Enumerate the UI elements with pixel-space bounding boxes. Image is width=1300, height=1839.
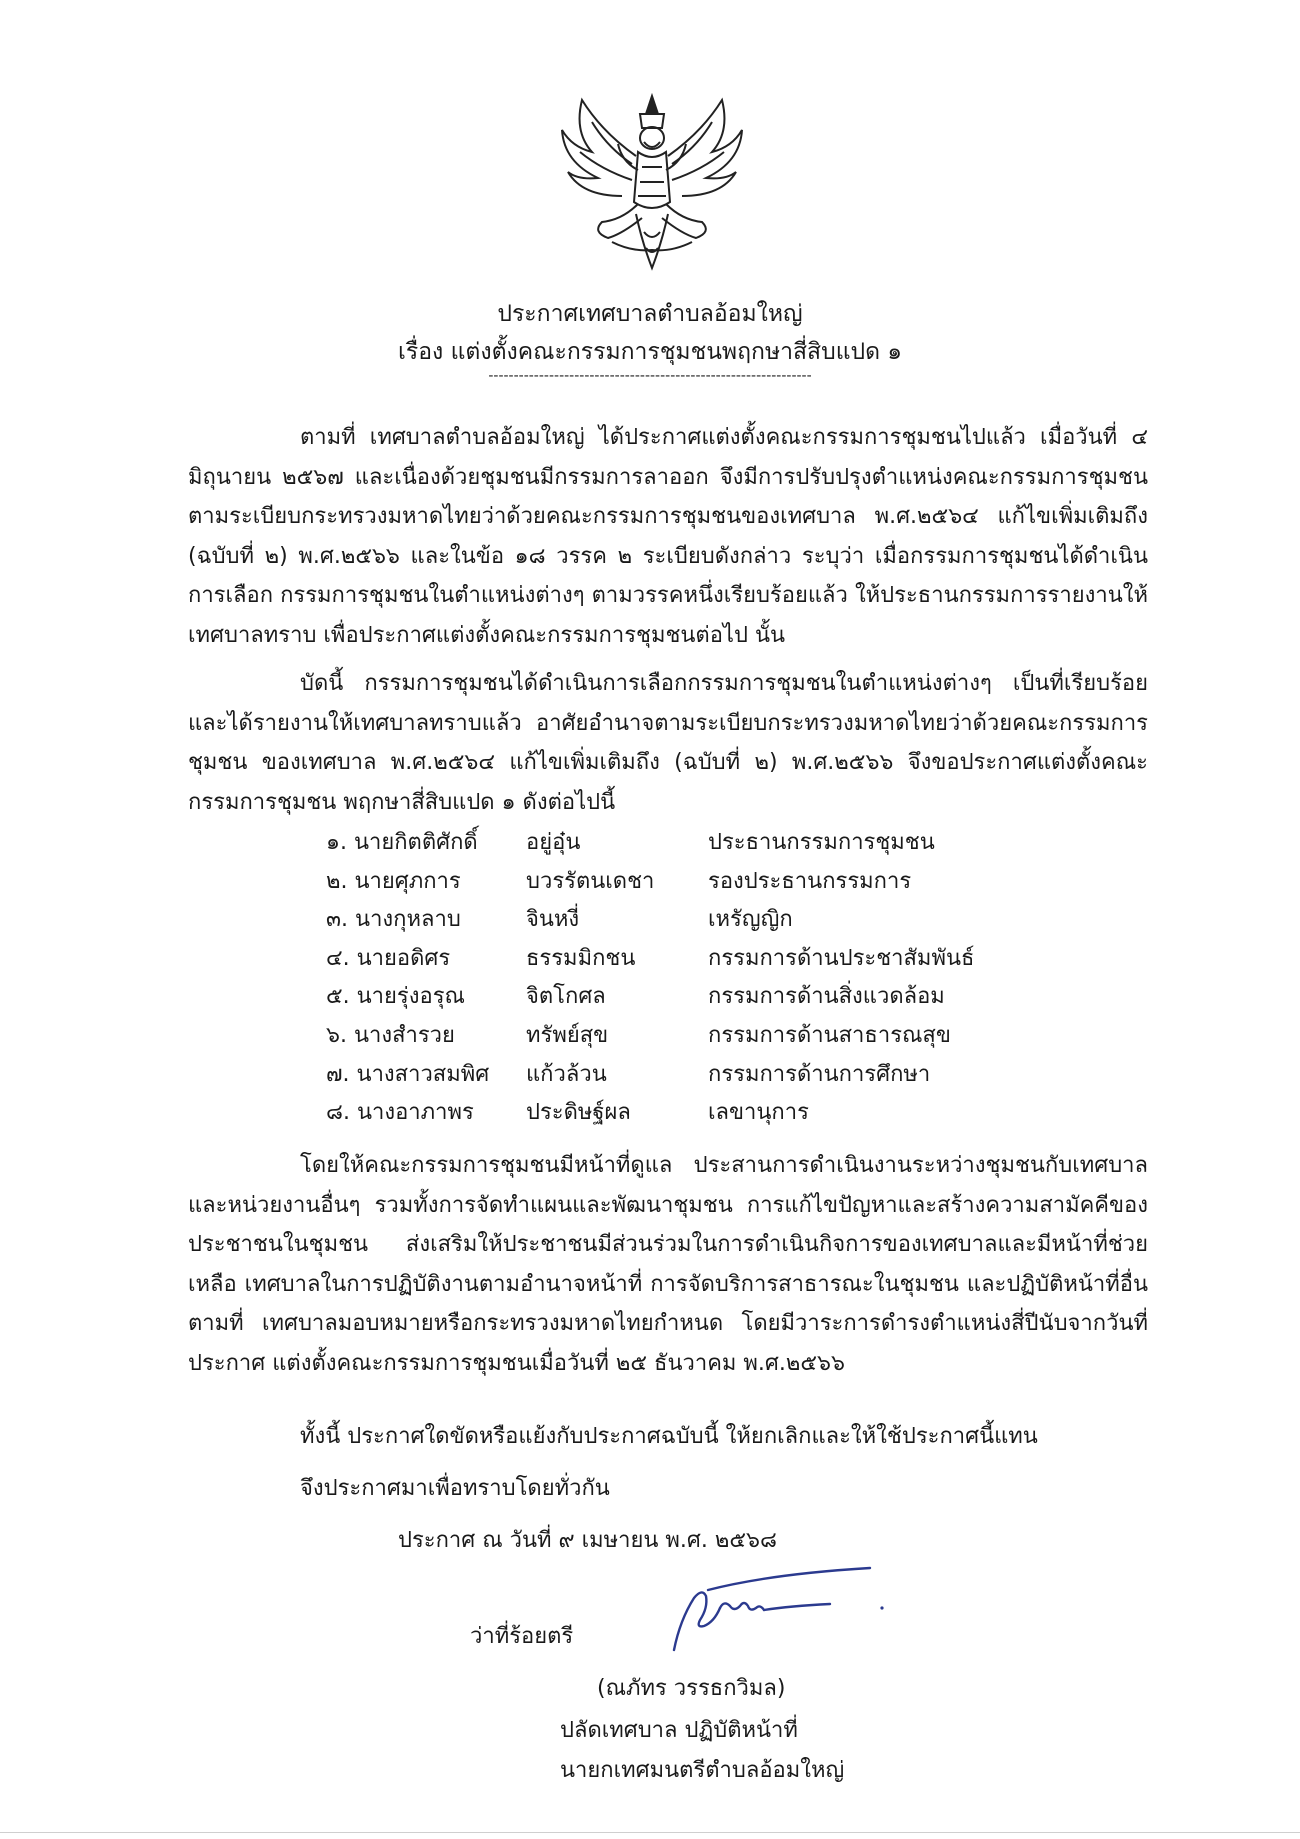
list-item bbox=[326, 978, 1086, 1017]
announcement-date: ประกาศ ณ วันที่ ๙ เมษายน พ.ศ. ๒๕๖๘ bbox=[398, 1528, 777, 1553]
paragraph-background bbox=[188, 418, 1148, 655]
member-role: ประธานกรรมการชุมชน bbox=[708, 830, 935, 855]
paragraph-duties bbox=[188, 1146, 1148, 1383]
member-role: รองประธานกรรมการ bbox=[708, 868, 912, 894]
list-item bbox=[326, 1017, 1086, 1056]
member-surname: ทรัพย์สุข bbox=[526, 1022, 609, 1048]
member-surname: แก้วล้วน bbox=[526, 1061, 607, 1087]
member-name: ๘. นางอาภาพร bbox=[326, 1100, 474, 1126]
list-item bbox=[326, 824, 1086, 863]
list-item bbox=[326, 1056, 1086, 1095]
page-bottom-edge bbox=[0, 1832, 1300, 1833]
signer-acting-position: นายกเทศมนตรีตำบลอ้อมใหญ่ bbox=[560, 1758, 845, 1783]
handwritten-signature-icon bbox=[650, 1550, 890, 1670]
member-name: ๑. นายกิตติศักดิ์ bbox=[326, 830, 478, 855]
member-surname: ธรรมมิกชน bbox=[526, 945, 636, 971]
member-name: ๗. นางสาวสมพิศ bbox=[326, 1061, 490, 1087]
member-name: ๖. นางสำรวย bbox=[326, 1022, 455, 1048]
member-surname: ประดิษฐ์ผล bbox=[526, 1100, 631, 1126]
signer-rank: ว่าที่ร้อยตรี bbox=[470, 1624, 574, 1649]
paragraph-2-text: บัดนี้ กรรมการชุมชนได้ดำเนินการเลือกกรรมการชุมชนในตำแหน่งต่างๆ เป็นที่เรียบร้อย และได้รายงานให้เทศบาลทราบแล้ว อาศัยอำนาจตามระเบียบกระทรวงมหาดไทยว่าด้วยคณะกรรมการชุมชน ของเทศบาล พ.ศ.๒๕๖๔ แก้ไขเพิ่มเติมถึง (ฉบับที่ ๒) พ.ศ.๒๕๖๖ จึงขอประกาศแต่งตั้งคณะกรรมการชุมชน พฤกษาสี่สิบแปด ๑ ดังต่อไปนี้ bbox=[188, 671, 1148, 815]
signer-name: (ณภัทร วรรธกวิมล) bbox=[597, 1676, 786, 1701]
member-surname: บวรรัตนเดชา bbox=[526, 868, 655, 894]
member-role: กรรมการด้านสิ่งแวดล้อม bbox=[708, 984, 945, 1010]
member-name: ๒. นายศุภการ bbox=[326, 868, 461, 894]
garuda-emblem-icon bbox=[552, 92, 752, 272]
title-divider: ---------------------------------------------------------------- bbox=[488, 368, 812, 384]
member-surname: อยู่อุ๋น bbox=[526, 830, 581, 855]
list-item bbox=[326, 940, 1086, 979]
member-name: ๕. นายรุ่งอรุณ bbox=[326, 984, 465, 1010]
member-role: กรรมการด้านประชาสัมพันธ์ bbox=[708, 945, 975, 971]
member-surname: จิตโกศล bbox=[526, 984, 606, 1010]
list-item bbox=[326, 901, 1086, 940]
paragraph-1-text: ตามที่ เทศบาลตำบลอ้อมใหญ่ ได้ประกาศแต่งตั้งคณะกรรมการชุมชนไปแล้ว เมื่อวันที่ ๔ มิถุนายน ๒๕๖๗ และเนื่องด้วยชุมชนมีกรรมการลาออก จึงมีการปรับปรุงตำแหน่งคณะกรรมการชุมชน ตามระเบียบกระทรวงมหาดไทยว่าด้วยคณะกรรมการชุมชนของเทศบาล พ.ศ.๒๕๖๔ แก้ไขเพิ่มเติมถึง (ฉบับที่ ๒) พ.ศ.๒๕๖๖ และในข้อ ๑๘ วรรค ๒ ระเบียบดังกล่าว ระบุว่า เมื่อกรรมการชุมชนได้ดำเนินการเลือก กรรมการชุมชนในตำแหน่งต่างๆ ตามวรรคหนึ่งเรียบร้อยแล้ว ให้ประธานกรรมการรายงานให้เทศบาลทราบ เพื่อประกาศแต่งตั้งคณะกรรมการชุมชนต่อไป นั้น bbox=[188, 425, 1148, 648]
member-role: กรรมการด้านการศึกษา bbox=[708, 1061, 931, 1087]
paragraph-appointment bbox=[188, 664, 1148, 822]
member-list bbox=[326, 824, 1086, 1133]
list-item bbox=[326, 863, 1086, 902]
paragraph-3-text: โดยให้คณะกรรมการชุมชนมีหน้าที่ดูแล ประสานการดำเนินงานระหว่างชุมชนกับเทศบาล และหน่วยงานอื่นๆ รวมทั้งการจัดทำแผนและพัฒนาชุมชน การแก้ไขปัญหาและสร้างความสามัคคีของ ประชาชนในชุมชน ส่งเสริมให้ประชาชนมีส่วนร่วมในการดำเนินกิจการของเทศบาลและมีหน้าที่ช่วยเหลือ เทศบาลในการปฏิบัติงานตามอำนาจหน้าที่ การจัดบริการสาธารณะในชุมชน และปฏิบัติหน้าที่อื่นตามที่ เทศบาลมอบหมายหรือกระทรวงมหาดไทยกำหนด โดยมีวาระการดำรงตำแหน่งสี่ปีนับจากวันที่ประกาศ แต่งตั้งคณะกรรมการชุมชนเมื่อวันที่ ๒๕ ธันวาคม พ.ศ.๒๕๖๖ bbox=[188, 1153, 1148, 1376]
member-name: ๓. นางกุหลาบ bbox=[326, 907, 461, 933]
announcement-subject: เรื่อง แต่งตั้งคณะกรรมการชุมชนพฤกษาสี่สิบแปด ๑ bbox=[398, 339, 902, 365]
member-role: กรรมการด้านสาธารณสุข bbox=[708, 1022, 951, 1048]
member-role: เหรัญญิก bbox=[708, 907, 793, 933]
list-item bbox=[326, 1094, 1086, 1133]
member-surname: จินหงี่ bbox=[526, 907, 580, 933]
announcement-title: ประกาศเทศบาลตำบลอ้อมใหญ่ bbox=[497, 301, 803, 327]
signer-position: ปลัดเทศบาล ปฏิบัติหน้าที่ bbox=[560, 1718, 798, 1743]
announce-line: จึงประกาศมาเพื่อทราบโดยทั่วกัน bbox=[300, 1476, 610, 1501]
member-name: ๔. นายอดิศร bbox=[326, 945, 451, 971]
member-role: เลขานุการ bbox=[708, 1100, 809, 1126]
cancel-clause: ทั้งนี้ ประกาศใดขัดหรือแย้งกับประกาศฉบับนี้ ให้ยกเลิกและให้ใช้ประกาศนี้แทน bbox=[300, 1424, 1038, 1449]
